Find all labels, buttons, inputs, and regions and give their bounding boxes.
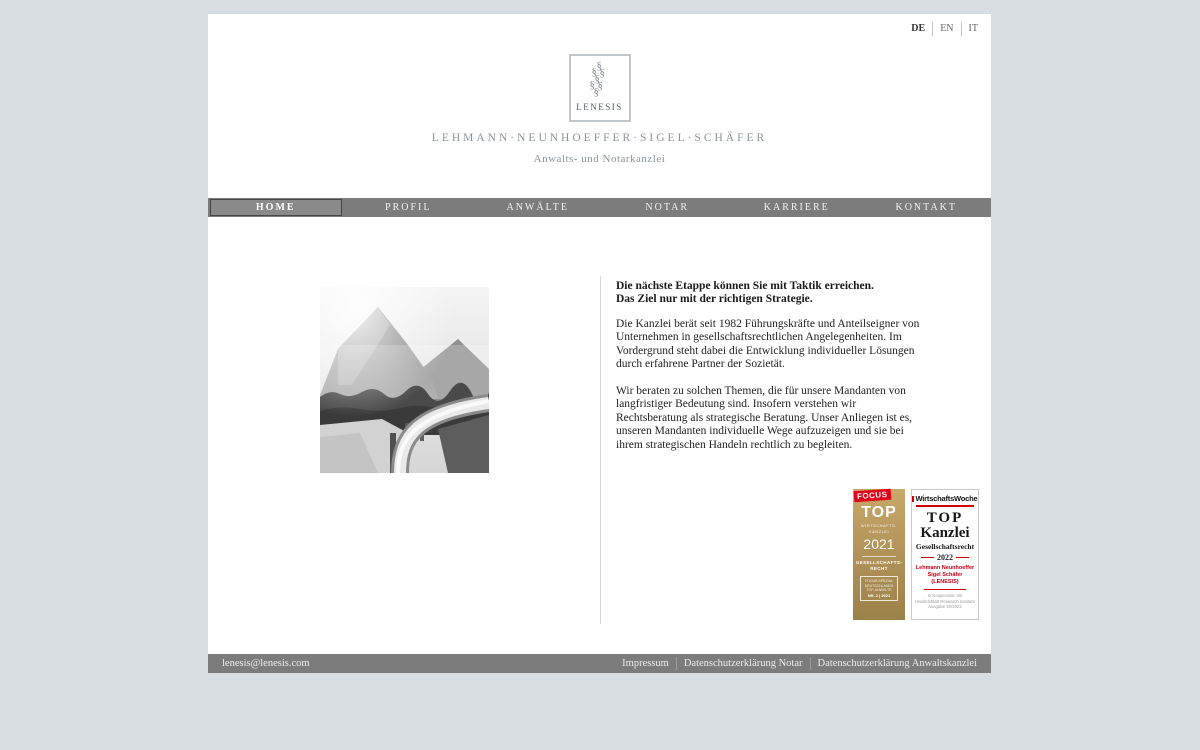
footer-bar [208,654,991,673]
headline-line-1: Die nächste Etappe können Sie mit Taktik erreichen. [616,280,874,292]
wiwo-coop-line-3: Ausgabe 20/2022 [928,604,962,609]
section-sign: § [597,80,603,92]
language-it[interactable]: IT [961,22,985,36]
intro-headline [616,280,920,306]
language-de[interactable]: DE [911,23,926,34]
firm-tagline: Anwalts- und Notarkanzlei [533,153,666,165]
paragraph-symbols-icon [587,61,613,99]
footer-email-link[interactable]: lenesis@lenesis.com [222,658,310,669]
section-sign: § [593,86,599,98]
section-sign: § [591,66,597,78]
footer-links [615,657,977,670]
focus-footer-line-3: NR. 2 | 2021 [867,592,891,598]
divider [921,557,934,558]
wiwo-coop-line-1: In Kooperation mit [927,593,963,598]
section-sign: § [594,73,600,85]
award-badges [853,489,979,620]
firm-logo[interactable] [569,54,631,122]
intro-text-column [616,280,920,465]
wiwo-category: Gesellschaftsrecht [915,542,975,551]
wiwo-firm-line-2: Sigel Schäfer [927,572,963,578]
divider [862,556,896,557]
focus-logo: FOCUS [854,489,891,503]
content-container [208,14,991,673]
firm-name: LEHMANN·NEUNHOEFFER·SIGEL·SCHÄFER [431,132,768,144]
bridge-photo [320,287,489,473]
footer-link-datenschutz-anwaltskanzlei[interactable]: Datenschutzerklärung Anwaltskanzlei [810,657,977,670]
nav-item-profil[interactable]: PROFIL [385,202,432,213]
footer-link-impressum[interactable]: Impressum [622,658,669,669]
wiwo-year: 2022 [937,553,953,562]
focus-year: 2021 [863,536,895,552]
wiwo-underline [916,505,974,507]
nav-item-home[interactable]: HOME [210,199,342,216]
wiwo-top-label: TOP [926,510,964,526]
vertical-divider [600,276,601,624]
focus-top-label: TOP [861,504,897,521]
focus-sub-line-1: WIRTSCHAFTS- [860,523,898,528]
wiwo-firm-line-3: (LENESIS) [931,579,959,585]
focus-sub-line-2: KANZLEI [868,528,890,534]
divider [924,589,966,590]
focus-footer-line-1: FOCUS-SPEZIAL [865,579,893,583]
logo-wordmark: LENESIS [576,102,623,112]
wiwo-firm-line-1: Lehmann Neunhoeffer [915,565,975,571]
wiwo-kanzlei-label: Kanzlei [920,525,970,541]
wirtschaftswoche-top-kanzlei-2022-badge [911,489,979,620]
wiwo-cooperation-note [912,593,978,610]
nav-item-anwaelte[interactable]: ANWÄLTE [506,202,569,213]
wiwo-year-row [912,553,978,562]
focus-category-line-2: RECHT [870,566,888,571]
nav-item-karriere[interactable]: KARRIERE [763,202,830,213]
section-sign: § [596,60,602,72]
section-sign: § [599,67,605,79]
focus-top-kanzlei-2021-badge [853,489,905,620]
focus-category-line-1: GESELLSCHAFTS- [855,560,903,565]
language-en[interactable]: EN [932,22,960,36]
section-sign: § [589,79,595,91]
headline-line-2: Das Ziel nur mit der richtigen Strategie. [616,292,813,305]
wiwo-coop-line-2: Handelsblatt Research Institute [915,598,975,604]
nav-item-kontakt[interactable]: KONTAKT [895,202,958,213]
footer-link-datenschutz-notar[interactable]: Datenschutzerklärung Notar [676,657,810,670]
intro-paragraph-1: Die Kanzlei berät seit 1982 Führungskräfte und Anteilseigner von Unternehmen in gesellschaftsrechtlichen Angelegenheiten. Im Vordergrund steht dabei die Entwicklung individueller Lösungen durch erfahrene Partner der Sozietät. [616,317,920,371]
wiwo-brand-name: WirtschaftsWoche [915,494,978,503]
main-navigation [208,198,991,217]
wiwo-firm-name [912,565,978,586]
divider [956,557,969,558]
language-switcher [904,22,985,36]
wiwo-red-bar-icon [912,496,914,502]
focus-footer-line-2: DEUTSCHLANDS TOP-ANWÄLTE [864,583,894,593]
focus-footer-box [860,576,898,601]
intro-paragraph-2: Wir beraten zu solchen Themen, die für unsere Mandanten von langfristiger Bedeutung sind. Insofern verstehen wir Rechtsberatung als strategische Beratung. Unser Anliegen ist es, unseren Mandanten individuelle Wege aufzuzeigen und sie bei ihrem strategischen Handeln rechtlich zu begleiten. [616,384,913,451]
wirtschaftswoche-logo [912,494,978,503]
nav-item-notar[interactable]: NOTAR [645,202,690,213]
